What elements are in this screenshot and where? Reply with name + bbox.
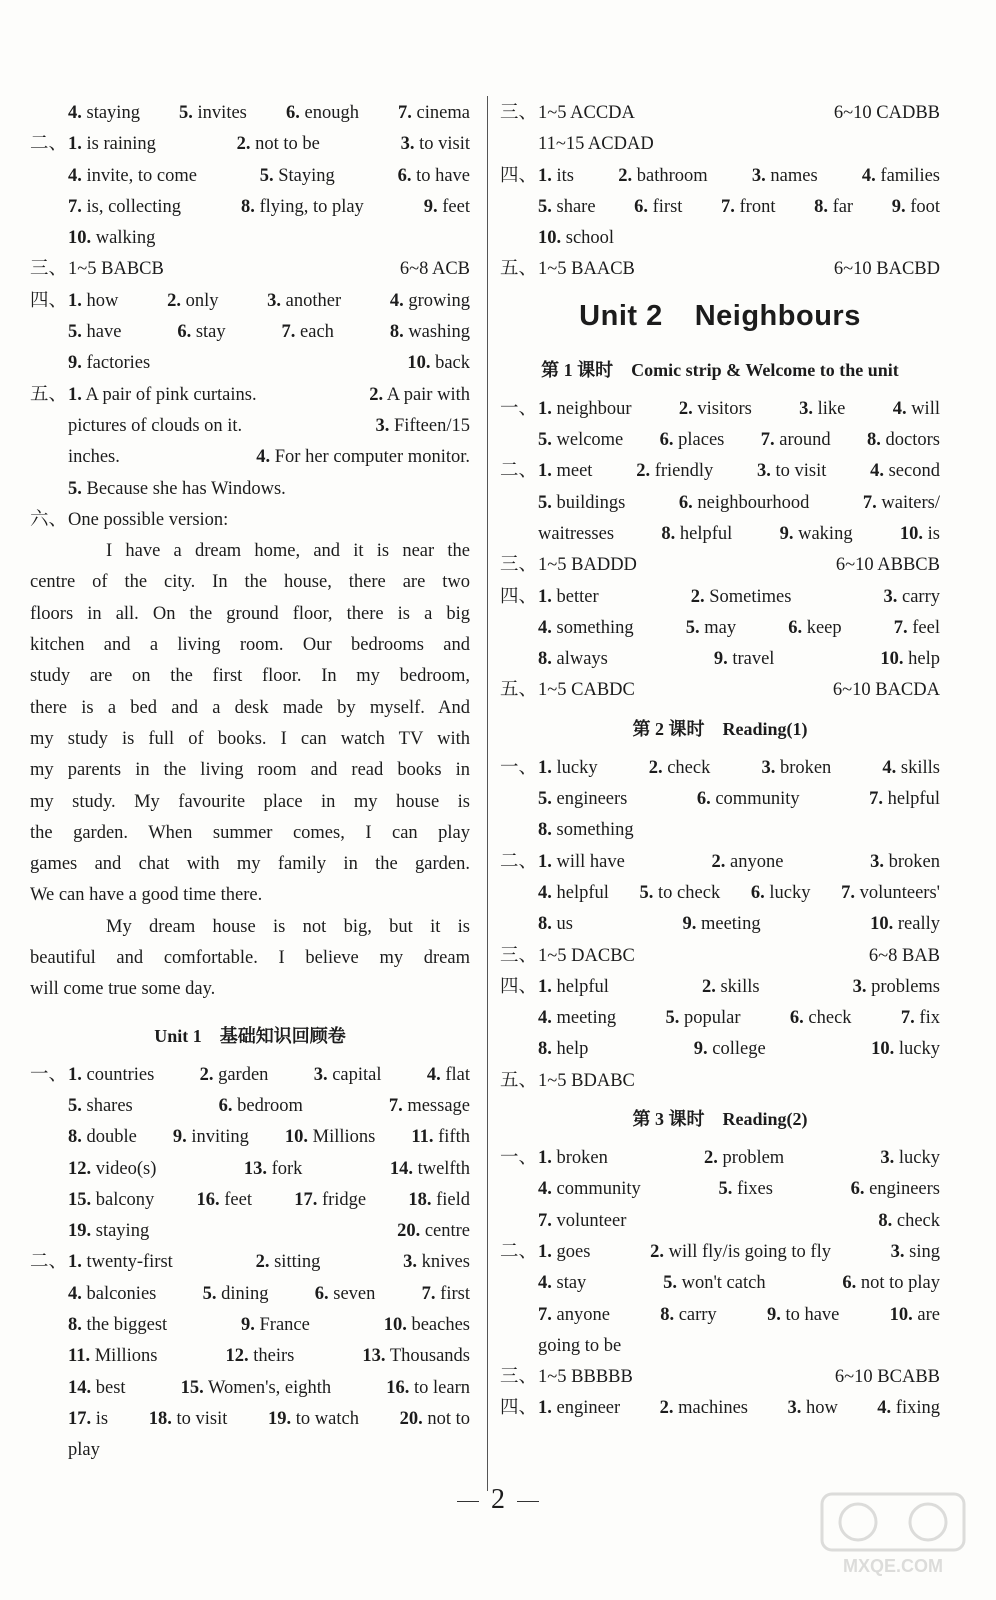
- answer-item: play: [68, 1440, 100, 1461]
- answer-item: 20. not to: [399, 1408, 470, 1429]
- answer-line: [500, 254, 940, 285]
- answer-item: 5. Staying: [259, 165, 335, 186]
- answer-line: [30, 161, 470, 192]
- section-number: 三、: [500, 1367, 538, 1388]
- essay-line: floors in all. On the ground floor, there is a big: [30, 603, 470, 624]
- answer-item: 1~5 CABDC: [538, 680, 635, 701]
- answer-line: [500, 878, 940, 909]
- lesson-title: 第 3 课时 Reading(2): [632, 1109, 808, 1130]
- lesson-title: 第 1 课时 Comic strip & Welcome to the unit: [541, 360, 899, 381]
- answer-item: 3. knives: [403, 1252, 470, 1273]
- answer-line: [500, 1362, 940, 1393]
- answer-item: 19. to watch: [268, 1408, 359, 1429]
- answer-line: [500, 1268, 940, 1299]
- answer-item: 3. problems: [852, 976, 940, 997]
- answer-item: 19. staying: [68, 1221, 150, 1242]
- answer-item: 4. second: [870, 461, 940, 482]
- essay-line: We can have a good time there.: [30, 885, 263, 906]
- answer-item: 3. how: [787, 1398, 838, 1419]
- answer-line: [500, 1066, 940, 1097]
- answer-item: 1. lucky: [538, 757, 598, 778]
- answer-item: 5. may: [685, 617, 737, 638]
- answer-line: [500, 753, 940, 784]
- section-number: 五、: [500, 680, 538, 701]
- unit-title: [500, 286, 940, 348]
- answer-line: [500, 675, 940, 706]
- answer-item: 2. anyone: [711, 851, 784, 872]
- answer-item: 2. sitting: [255, 1252, 321, 1273]
- answer-item: 5. welcome: [538, 430, 624, 451]
- answer-line: [30, 442, 470, 473]
- section-number: 二、: [500, 461, 538, 482]
- answer-item: 6. engineers: [850, 1179, 940, 1200]
- answer-item: 5. Because she has Windows.: [68, 478, 286, 499]
- answer-item: 9. factories: [68, 353, 151, 374]
- section-number: 五、: [500, 1070, 538, 1091]
- answer-line: [30, 1373, 470, 1404]
- answer-item: 4. flat: [426, 1064, 470, 1085]
- answer-item: 9. college: [693, 1039, 766, 1060]
- answer-item: 10. back: [407, 353, 470, 374]
- section-number: 一、: [500, 757, 538, 778]
- essay-line: the garden. When summer comes, I can play: [30, 822, 470, 843]
- answer-line: [500, 192, 940, 223]
- answer-item: 7. front: [721, 196, 776, 217]
- essay-line: will come true some day.: [30, 979, 216, 1000]
- answer-item: 7. anyone: [538, 1304, 610, 1325]
- answer-item: 8. doctors: [867, 430, 940, 451]
- answer-item: 4. For her computer monitor.: [256, 447, 470, 468]
- answer-item: 4. families: [861, 165, 940, 186]
- answer-line: [30, 411, 470, 442]
- column-divider: [487, 96, 488, 1491]
- answer-item: 2. A pair with: [369, 384, 470, 405]
- answer-item: 3. broken: [870, 851, 940, 872]
- section-number: 三、: [500, 555, 538, 576]
- answer-line: [30, 129, 470, 160]
- answer-item: 4. invite, to come: [68, 165, 197, 186]
- answer-item: 1. is raining: [68, 134, 156, 155]
- section-number: 二、: [30, 134, 68, 155]
- answer-item: 2. visitors: [678, 398, 752, 419]
- answer-item: 5. fixes: [718, 1179, 773, 1200]
- answer-item: 1. helpful: [538, 976, 609, 997]
- answer-item: 2. Sometimes: [690, 586, 792, 607]
- answer-line: [30, 348, 470, 379]
- section-number: 三、: [500, 103, 538, 123]
- answer-item: 1~5 DACBC: [538, 945, 635, 966]
- answer-item: 6. keep: [788, 617, 842, 638]
- answer-item: 5. buildings: [538, 492, 626, 513]
- answer-item: 5. invites: [179, 103, 247, 123]
- answer-item: 8. help: [538, 1039, 589, 1060]
- section-number: 五、: [30, 384, 68, 405]
- answer-item: 7. cinema: [398, 103, 470, 123]
- answer-item: 11. Millions: [68, 1346, 158, 1367]
- essay-line: my study. My favourite place in my house is: [30, 791, 470, 812]
- answer-item: 8. helpful: [661, 523, 733, 544]
- answer-line: [30, 1060, 470, 1091]
- essay-line: My dream house is not big, but it is: [106, 916, 470, 937]
- answer-item: 8. carry: [660, 1304, 717, 1325]
- answer-line: [500, 519, 940, 550]
- answer-item: 2. machines: [659, 1398, 749, 1419]
- answer-item: 4. will: [892, 398, 940, 419]
- answer-item: 1. A pair of pink curtains.: [68, 384, 257, 405]
- answer-item: inches.: [68, 447, 120, 468]
- answer-line: [500, 456, 940, 487]
- answer-item: 1. its: [538, 165, 574, 186]
- answer-line: [500, 1206, 940, 1237]
- answer-line: [500, 98, 940, 129]
- essay-line: study are on the first floor. In my bedroom,: [30, 666, 470, 687]
- answer-item: 2. check: [648, 757, 711, 778]
- answer-item: 1. how: [68, 290, 119, 311]
- lesson-title: 第 2 课时 Reading(1): [632, 719, 808, 740]
- left-column: [30, 98, 470, 1466]
- section-number: 四、: [500, 1398, 538, 1419]
- answer-line: [30, 1279, 470, 1310]
- answer-item: 7. waiters/: [862, 492, 940, 513]
- answer-item: 10. is: [899, 523, 940, 544]
- answer-item: 4. fixing: [877, 1398, 940, 1419]
- answer-item: 1. meet: [538, 461, 593, 482]
- unit-number: Unit 2: [579, 300, 663, 333]
- answer-item: 6. lucky: [750, 882, 811, 903]
- answer-line: [500, 1003, 940, 1034]
- section-number: 一、: [500, 398, 538, 419]
- answer-line: [500, 488, 940, 519]
- answer-item: 6~10 BACDA: [832, 680, 940, 701]
- section-number: 三、: [30, 259, 68, 280]
- answer-item: 6. not to play: [842, 1273, 940, 1294]
- review-title: Unit 1 基础知识回顾卷: [154, 1025, 346, 1046]
- answer-item: One possible version:: [68, 509, 229, 530]
- answer-item: 1~5 BABCB: [68, 259, 164, 280]
- answer-line: [500, 941, 940, 972]
- answer-item: 9. France: [241, 1314, 310, 1335]
- answer-line: [500, 161, 940, 192]
- section-number: 五、: [500, 259, 538, 280]
- answer-item: 10. beaches: [383, 1314, 470, 1335]
- answer-item: 8. something: [538, 820, 634, 841]
- section-number: 四、: [500, 165, 538, 186]
- answer-item: going to be: [538, 1335, 622, 1356]
- answer-line: [500, 223, 940, 254]
- answer-item: 10. Millions: [284, 1127, 376, 1148]
- answer-item: 2. only: [167, 290, 219, 311]
- answer-item: 1. broken: [538, 1148, 608, 1169]
- answer-line: [30, 254, 470, 285]
- answer-line: [500, 1300, 940, 1331]
- section-number: 四、: [500, 976, 538, 997]
- answer-item: 10. school: [538, 228, 615, 249]
- answer-item: 7. volunteers': [841, 882, 940, 903]
- answer-item: 1. neighbour: [538, 398, 632, 419]
- answer-item: 5. shares: [68, 1095, 133, 1116]
- answer-item: 10. walking: [68, 228, 156, 249]
- answer-item: 13. fork: [243, 1158, 303, 1179]
- answer-item: 4. skills: [882, 757, 940, 778]
- answer-item: 7. fix: [900, 1008, 940, 1029]
- answer-item: 9. foot: [891, 196, 940, 217]
- answer-item: 15. Women's, eighth: [180, 1377, 332, 1398]
- essay-line: I have a dream home, and it is near the: [106, 541, 470, 562]
- answer-line: [30, 1341, 470, 1372]
- answer-line: [500, 613, 940, 644]
- answer-item: 3. capital: [313, 1064, 382, 1085]
- section-number: 二、: [30, 1252, 68, 1273]
- answer-line: [30, 1247, 470, 1278]
- answer-item: 1. countries: [68, 1064, 155, 1085]
- essay-line: beautiful and comfortable. I believe my dream: [30, 948, 470, 969]
- unit-name: Neighbours: [694, 300, 861, 333]
- answer-item: 7. feel: [893, 617, 940, 638]
- answer-item: 17. is: [68, 1408, 109, 1429]
- answer-line: [30, 1310, 470, 1341]
- answer-item: 9. travel: [713, 649, 775, 670]
- section-number: 二、: [500, 1241, 538, 1262]
- answer-item: 5. dining: [202, 1283, 269, 1304]
- answer-item: 14. twelfth: [389, 1158, 470, 1179]
- answer-line: [30, 192, 470, 223]
- section-number: 二、: [500, 851, 538, 872]
- answer-item: 14. best: [68, 1377, 126, 1398]
- answer-item: pictures of clouds on it.: [68, 415, 243, 436]
- answer-item: 2. problem: [704, 1148, 785, 1169]
- answer-line: [30, 223, 470, 254]
- answer-item: 1. twenty-first: [68, 1252, 173, 1273]
- answer-line: [500, 1331, 940, 1362]
- answer-line: [30, 1154, 470, 1185]
- answer-item: 3. to visit: [400, 134, 470, 155]
- answer-item: 4. balconies: [68, 1283, 157, 1304]
- answer-item: 4. community: [538, 1179, 641, 1200]
- answer-item: 2. will fly/is going to fly: [650, 1241, 831, 1262]
- answer-item: 6. seven: [314, 1283, 376, 1304]
- answer-item: 9. feet: [423, 196, 470, 217]
- right-column: [500, 98, 940, 1425]
- answer-item: 16. to learn: [386, 1377, 470, 1398]
- answer-line: [500, 815, 940, 846]
- answer-line: [500, 972, 940, 1003]
- answer-item: 9. meeting: [682, 914, 761, 935]
- answer-line: [500, 644, 940, 675]
- essay-line: games and chat with my family in the garden.: [30, 854, 470, 875]
- essay-line: there is a bed and a desk made by myself. And: [30, 697, 470, 718]
- answer-line: [30, 1435, 470, 1466]
- answer-line: [500, 847, 940, 878]
- answer-line: [500, 425, 940, 456]
- answer-item: 6~10 BACBD: [833, 259, 940, 280]
- answer-item: 1~5 BAACB: [538, 259, 635, 280]
- answer-item: 11. fifth: [411, 1127, 470, 1148]
- answer-line: [30, 505, 470, 536]
- answer-item: 8. flying, to play: [241, 196, 364, 217]
- answer-item: 5. to check: [639, 882, 721, 903]
- answer-item: 8. the biggest: [68, 1314, 168, 1335]
- answer-item: 3. to visit: [756, 461, 827, 482]
- answer-item: 3. names: [751, 165, 818, 186]
- answer-item: 2. friendly: [636, 461, 714, 482]
- answer-item: 4. helpful: [538, 882, 609, 903]
- answer-item: 8. washing: [389, 322, 470, 343]
- answer-line: [30, 474, 470, 505]
- answer-item: 6~8 BAB: [868, 945, 940, 966]
- essay-line: kitchen and a living room. Our bedrooms and: [30, 635, 470, 656]
- answer-line: [30, 1185, 470, 1216]
- page-number: 2: [0, 1484, 996, 1516]
- answer-line: [500, 582, 940, 613]
- answer-item: 7. is, collecting: [68, 196, 182, 217]
- answer-item: 10. help: [880, 649, 940, 670]
- answer-item: 4. staying: [68, 103, 140, 123]
- answer-item: waitresses: [538, 523, 615, 544]
- answer-line: [30, 98, 470, 129]
- answer-item: 6. places: [659, 430, 725, 451]
- answer-item: 8. check: [878, 1210, 940, 1231]
- answer-item: 18. field: [408, 1189, 470, 1210]
- answer-line: [500, 909, 940, 940]
- answer-line: [30, 380, 470, 411]
- answer-item: 7. around: [760, 430, 831, 451]
- answer-item: 3. lucky: [880, 1148, 940, 1169]
- sample-essay: [30, 536, 470, 1005]
- answer-line: [500, 1393, 940, 1424]
- svg-text:MXQE.COM: MXQE.COM: [842, 1556, 944, 1576]
- answer-item: 2. not to be: [236, 134, 320, 155]
- essay-line: my parents in the living room and read books in: [30, 760, 470, 781]
- answer-item: 4. stay: [538, 1273, 587, 1294]
- answer-line: [500, 550, 940, 581]
- answer-line: [500, 784, 940, 815]
- answer-item: 7. helpful: [869, 789, 940, 810]
- answer-item: 6. first: [634, 196, 683, 217]
- essay-line: centre of the city. In the house, there are two: [30, 572, 470, 593]
- answer-item: 4. growing: [389, 290, 470, 311]
- section-number: 四、: [500, 586, 538, 607]
- answer-item: 6. bedroom: [218, 1095, 303, 1116]
- answer-item: 3. broken: [761, 757, 832, 778]
- answer-item: 5. share: [538, 196, 596, 217]
- answer-item: 6~10 CADBB: [833, 103, 940, 123]
- answer-line: [500, 394, 940, 425]
- answer-item: 3. Fifteen/15: [375, 415, 470, 436]
- answer-item: 6. check: [789, 1008, 852, 1029]
- answer-item: 12. theirs: [225, 1346, 295, 1367]
- answer-item: 1. better: [538, 586, 599, 607]
- answer-item: 5. won't catch: [663, 1273, 766, 1294]
- answer-item: 2. skills: [701, 976, 760, 997]
- answer-item: 9. waking: [779, 523, 853, 544]
- answer-item: 17. fridge: [294, 1189, 367, 1210]
- answer-item: 10. lucky: [871, 1039, 940, 1060]
- answer-item: 1~5 BBBBB: [538, 1367, 633, 1388]
- answer-item: 6. enough: [285, 103, 359, 123]
- answer-item: 7. first: [421, 1283, 470, 1304]
- answer-item: 6. neighbourhood: [678, 492, 810, 513]
- watermark-logo: [818, 1490, 968, 1580]
- answer-line: [500, 1174, 940, 1205]
- answer-line: [500, 1143, 940, 1174]
- section-number: 六、: [30, 509, 68, 530]
- answer-item: 8. us: [538, 914, 573, 935]
- answer-line: [500, 1034, 940, 1065]
- answer-item: 16. feet: [196, 1189, 252, 1210]
- answer-item: 5. have: [68, 322, 122, 343]
- answer-line: [30, 317, 470, 348]
- answer-item: 6. community: [696, 789, 800, 810]
- answer-item: 7. message: [388, 1095, 470, 1116]
- answer-item: 3. carry: [883, 586, 940, 607]
- answer-item: 8. far: [814, 196, 854, 217]
- answer-item: 3. sing: [890, 1241, 940, 1262]
- answer-item: 3. another: [267, 290, 342, 311]
- answer-item: 20. centre: [397, 1221, 470, 1242]
- answer-item: 5. popular: [665, 1008, 741, 1029]
- answer-item: 6~10 BCABB: [834, 1367, 940, 1388]
- answer-item: 13. Thousands: [362, 1346, 470, 1367]
- answer-item: 12. video(s): [68, 1158, 157, 1179]
- answer-item: 9. inviting: [172, 1127, 249, 1148]
- answer-item: 1. will have: [538, 851, 625, 872]
- answer-line: [500, 129, 940, 160]
- answer-item: 8. double: [68, 1127, 137, 1148]
- answer-item: 10. are: [889, 1304, 940, 1325]
- answer-line: [30, 1216, 470, 1247]
- answer-item: 6~8 ACB: [399, 259, 470, 280]
- answer-item: 6. to have: [397, 165, 470, 186]
- answer-item: 1. goes: [538, 1241, 591, 1262]
- answer-line: [30, 1404, 470, 1435]
- answer-line: [30, 1122, 470, 1153]
- answer-item: 4. something: [538, 617, 634, 638]
- section-number: 一、: [500, 1148, 538, 1169]
- answer-item: 6. stay: [177, 322, 226, 343]
- answer-item: 11~15 ACDAD: [538, 134, 654, 155]
- answer-item: 7. volunteer: [538, 1210, 627, 1231]
- answer-item: 18. to visit: [148, 1408, 228, 1429]
- answer-item: 1~5 ACCDA: [538, 103, 635, 123]
- answer-item: 7. each: [281, 322, 334, 343]
- section-number: 四、: [30, 290, 68, 311]
- answer-item: 4. meeting: [538, 1008, 617, 1029]
- essay-line: my study is full of books. I can watch TV with: [30, 728, 470, 749]
- answer-item: 2. garden: [199, 1064, 269, 1085]
- answer-item: 3. like: [799, 398, 846, 419]
- answer-item: 2. bathroom: [618, 165, 708, 186]
- section-number: 一、: [30, 1064, 68, 1085]
- answer-item: 5. engineers: [538, 789, 628, 810]
- answer-item: 6~10 ABBCB: [835, 555, 940, 576]
- answer-line: [30, 1091, 470, 1122]
- answer-item: 1~5 BADDD: [538, 555, 637, 576]
- section-number: 三、: [500, 945, 538, 966]
- answer-line: [30, 286, 470, 317]
- answer-item: 1~5 BDABC: [538, 1070, 635, 1091]
- answer-item: 1. engineer: [538, 1398, 621, 1419]
- answer-item: 15. balcony: [68, 1189, 155, 1210]
- answer-line: [500, 1237, 940, 1268]
- answer-item: 10. really: [870, 914, 940, 935]
- answer-item: 9. to have: [766, 1304, 840, 1325]
- answer-item: 8. always: [538, 649, 608, 670]
